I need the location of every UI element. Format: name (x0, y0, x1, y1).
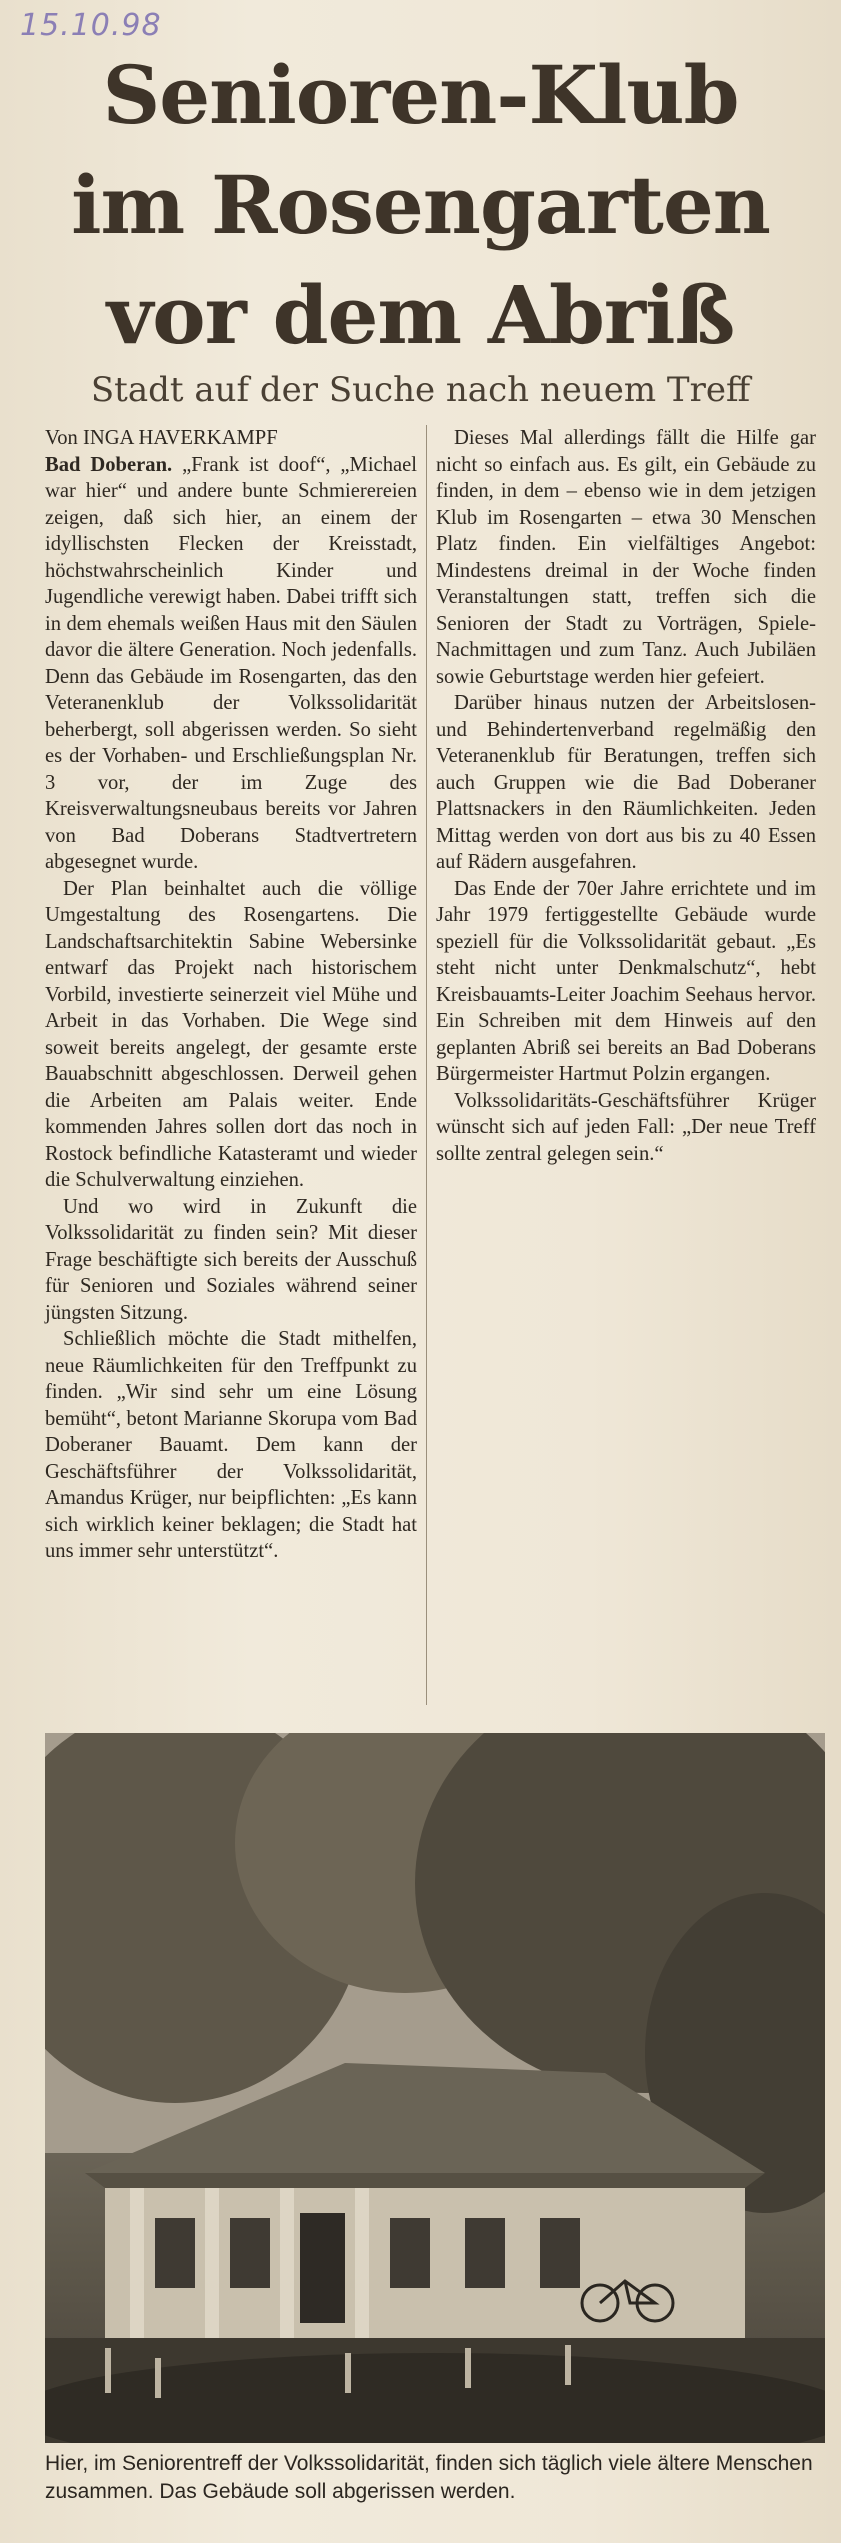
article-paragraph-1 (45, 452, 417, 876)
byline: Von INGA HAVERKAMPF (45, 427, 278, 449)
photo-caption: Hier, im Seniorentreff der Volkssolidarität, finden sich täglich viele ältere Menschen zusammen. Das Gebäude soll abgerissen werden. (45, 2452, 813, 2503)
headline-line-2: im Rosengarten (71, 158, 770, 252)
subheadline: Stadt auf der Suche nach neuem Treff (90, 370, 751, 410)
headline-line-1: Senioren-Klub (102, 48, 739, 142)
article-paragraph-8: Volkssolidaritäts-Geschäftsführer Krüger wünscht sich auf jeden Fall: „Der neue Treff sollte zentral gelegen sein.“ (436, 1089, 816, 1165)
article-paragraph-6: Darüber hinaus nutzen der Arbeitslosen- und Behindertenverband regelmäßig den Veteranenklub für Beratungen, treffen sich auch Gruppen wie die Bad Doberaner Plattsnackers in den Räumlichkeiten. Jeden Mittag werden von dort aus bis zu 40 Essen auf Rädern ausgefahren. (436, 692, 816, 873)
article-paragraph-4: Schließlich möchte die Stadt mithelfen, neue Räumlichkeiten für den Treffpunkt zu finden. „Wir sind sehr um eine Lösung bemüht“, betont Marianne Skorupa vom Bad Doberaner Bauamt. Dem kann der Geschäftsführer der Volkssolidarität, Amandus Krüger, nur beipflichten: „Es kann sich wirklich keiner beklagen; die Stadt hat uns immer sehr unterstützt“. (45, 1328, 417, 1562)
column-divider (426, 425, 427, 1705)
article-paragraph-5: Dieses Mal allerdings fällt die Hilfe gar nicht so einfach aus. Es gilt, ein Gebäude zu finden, in dem – ebenso wie in dem jetzigen Klub im Rosengarten – etwa 30 Menschen Platz finden. Ein vielfältiges Angebot: Mindestens dreimal in der Woche finden Veranstaltungen statt, treffen sich die Senioren der Stadt zu Vorträgen, Spiele-Nachmittagen und zum Tanz. Auch Jubiläen sowie Geburtstage werden hier gefeiert. (436, 427, 816, 688)
article-paragraph-3: Und wo wird in Zukunft die Volkssolidarität zu finden sein? Mit dieser Frage beschäftigte sich bereits der Ausschuß für Senioren und Soziales während seiner jüngsten Sitzung. (45, 1195, 417, 1324)
article-column-left (45, 425, 417, 1565)
dateline: Bad Doberan. (45, 453, 173, 476)
article-paragraph-2: Der Plan beinhaltet auch die völlige Umgestaltung des Rosengartens. Die Landschaftsarchitektin Sabine Webersinke entwarf das Projekt nach historischem Vorbild, investierte seinerzeit viel Mühe und Arbeit in das Vorhaben. Die Wege sind soweit bereits angelegt, der gesamte erste Bauabschnitt abgeschlossen. Derweil gehen die Arbeiten am Palais weiter. Ende kommenden Jahres sollen dort das noch in Rostock befindliche Katasteramt und wieder die Schulverwaltung einziehen. (45, 877, 417, 1191)
article-paragraph-7: Das Ende der 70er Jahre errichtete und im Jahr 1979 fertiggestellte Gebäude wurde speziell für die Volkssolidarität gebaut. „Es steht nicht unter Denkmalschutz“, hebt Kreisbauamts-Leiter Joachim Seehaus hervor. Ein Schreiben mit dem Hinweis auf den geplanten Abriß sei bereits an Bad Doberans Bürgermeister Hartmut Polzin ergangen. (436, 877, 816, 1085)
handwritten-date: 15.10.98 (20, 8, 162, 43)
article-column-right (436, 425, 816, 1167)
article-paragraph-1-text: „Frank ist doof“, „Michael war hier“ und andere bunte Schmierereien zeigen, daß sich hier, an einem der idyllischsten Flecken der Kreisstadt, höchstwahrscheinlich Kinder und Jugendliche verewigt haben. Dabei trifft sich in dem ehemals weißen Haus mit den Säulen davor die ältere Generation. Noch jedenfalls. Denn das Gebäude im Rosengarten, das den Veteranenklub der Volkssolidarität beherbergt, soll abgerissen werden. So sieht es der Vorhaben- und Erschließungsplan Nr. 3 vor, der im Zuge des Kreisverwaltungsneubaus bereits vor Jahren von Bad Doberans Stadtvertretern abgesegnet wurde. (45, 453, 417, 873)
news-photo (45, 1733, 825, 2443)
headline-line-3: vor dem Abriß (106, 268, 735, 362)
photo-illustration (45, 1733, 825, 2443)
